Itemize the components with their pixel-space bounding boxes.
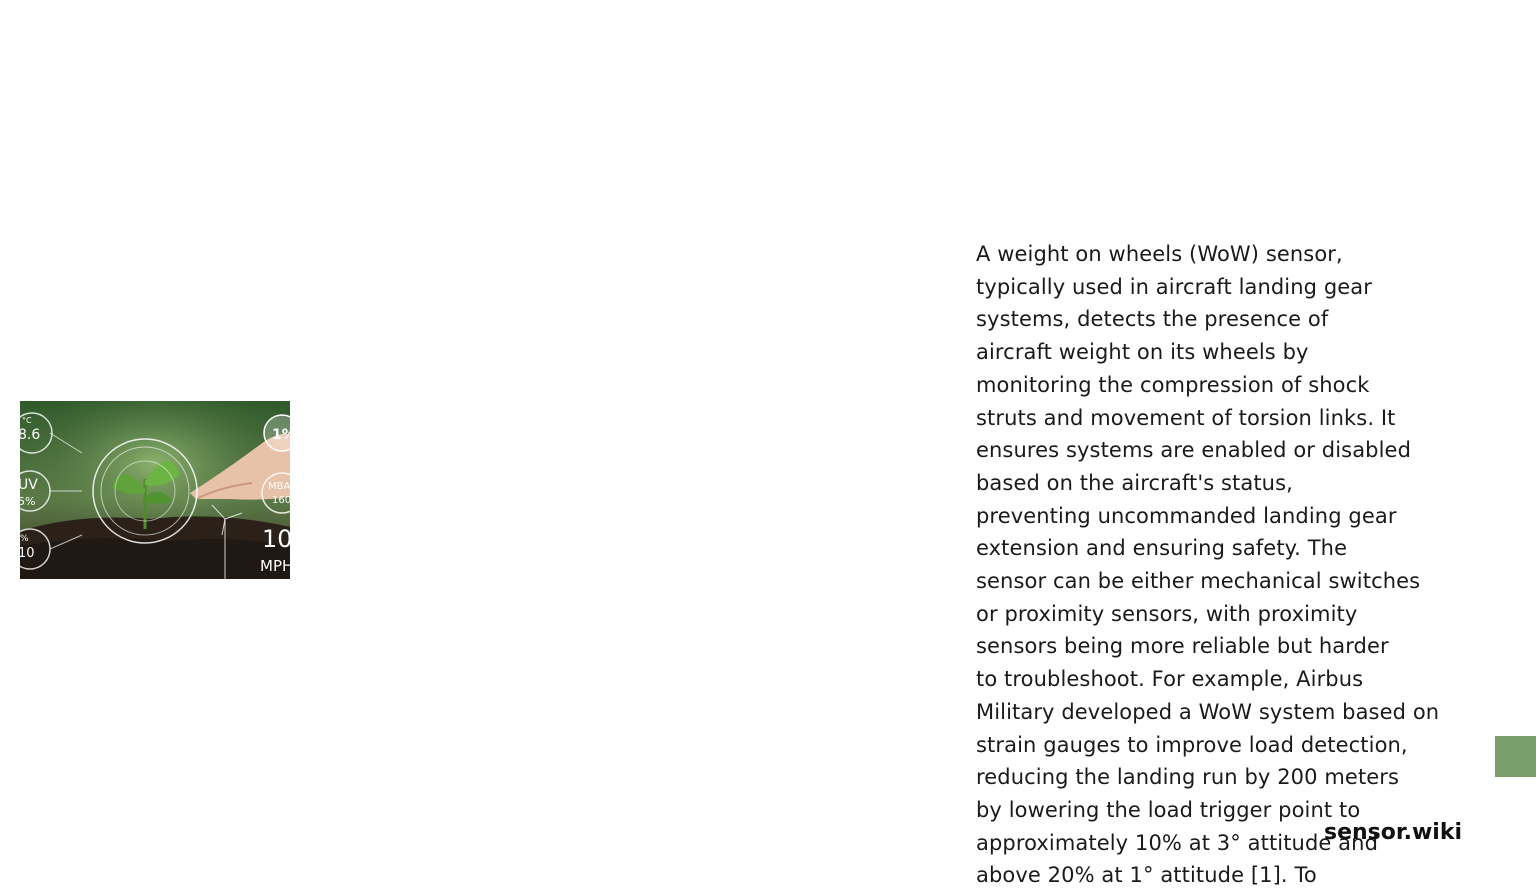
article-text — [976, 238, 1506, 892]
article-line: sensor can be either mechanical switches — [976, 569, 1421, 594]
overlay-text: 160 — [272, 495, 292, 506]
overlay-text: UV — [18, 477, 38, 493]
article-line: approximately 10% at 3° attitude and — [976, 830, 1378, 855]
article-line: aircraft weight on its wheels by — [976, 340, 1309, 365]
article-line: Military developed a WoW system based on — [976, 699, 1440, 724]
overlay-text: °C — [22, 416, 32, 425]
article-line: reducing the landing run by 200 meters — [976, 765, 1400, 790]
article-line: by lowering the load trigger point to — [976, 797, 1361, 822]
article-line: above 20% at 1° attitude [1]. To — [976, 863, 1317, 888]
article-line: strain gauges to improve load detection, — [976, 732, 1408, 757]
overlay-text: 5% — [18, 495, 36, 508]
overlay-text: 10 — [18, 546, 35, 561]
overlay-text: MPH — [260, 557, 294, 575]
overlay-text: % — [20, 534, 29, 544]
side-tab-button[interactable] — [1495, 736, 1536, 777]
overlay-text: 8.6 — [18, 427, 41, 443]
article-thumbnail-image — [18, 401, 296, 579]
site-brand-label[interactable]: sensor.wiki — [1324, 820, 1462, 845]
article-line: preventing uncommanded landing gear — [976, 503, 1397, 528]
article-line: monitoring the compression of shock — [976, 372, 1370, 397]
article-line: based on the aircraft's status, — [976, 470, 1293, 495]
article-line: systems, detects the presence of — [976, 307, 1329, 332]
article-line: or proximity sensors, with proximity — [976, 601, 1358, 626]
article-line: struts and movement of torsion links. It — [976, 405, 1396, 430]
overlay-text: 1% — [272, 427, 296, 443]
article-line: A weight on wheels (WoW) sensor, — [976, 242, 1343, 266]
article-line: ensures systems are enabled or disabled — [976, 438, 1411, 463]
article-line: extension and ensuring safety. The — [976, 536, 1348, 561]
overlay-text: 10 — [262, 525, 293, 553]
article-line: typically used in aircraft landing gear — [976, 274, 1373, 299]
article-line: to troubleshoot. For example, Airbus — [976, 667, 1364, 692]
overlay-text: MBA — [268, 481, 291, 492]
article-line: sensors being more reliable but harder — [976, 634, 1389, 659]
